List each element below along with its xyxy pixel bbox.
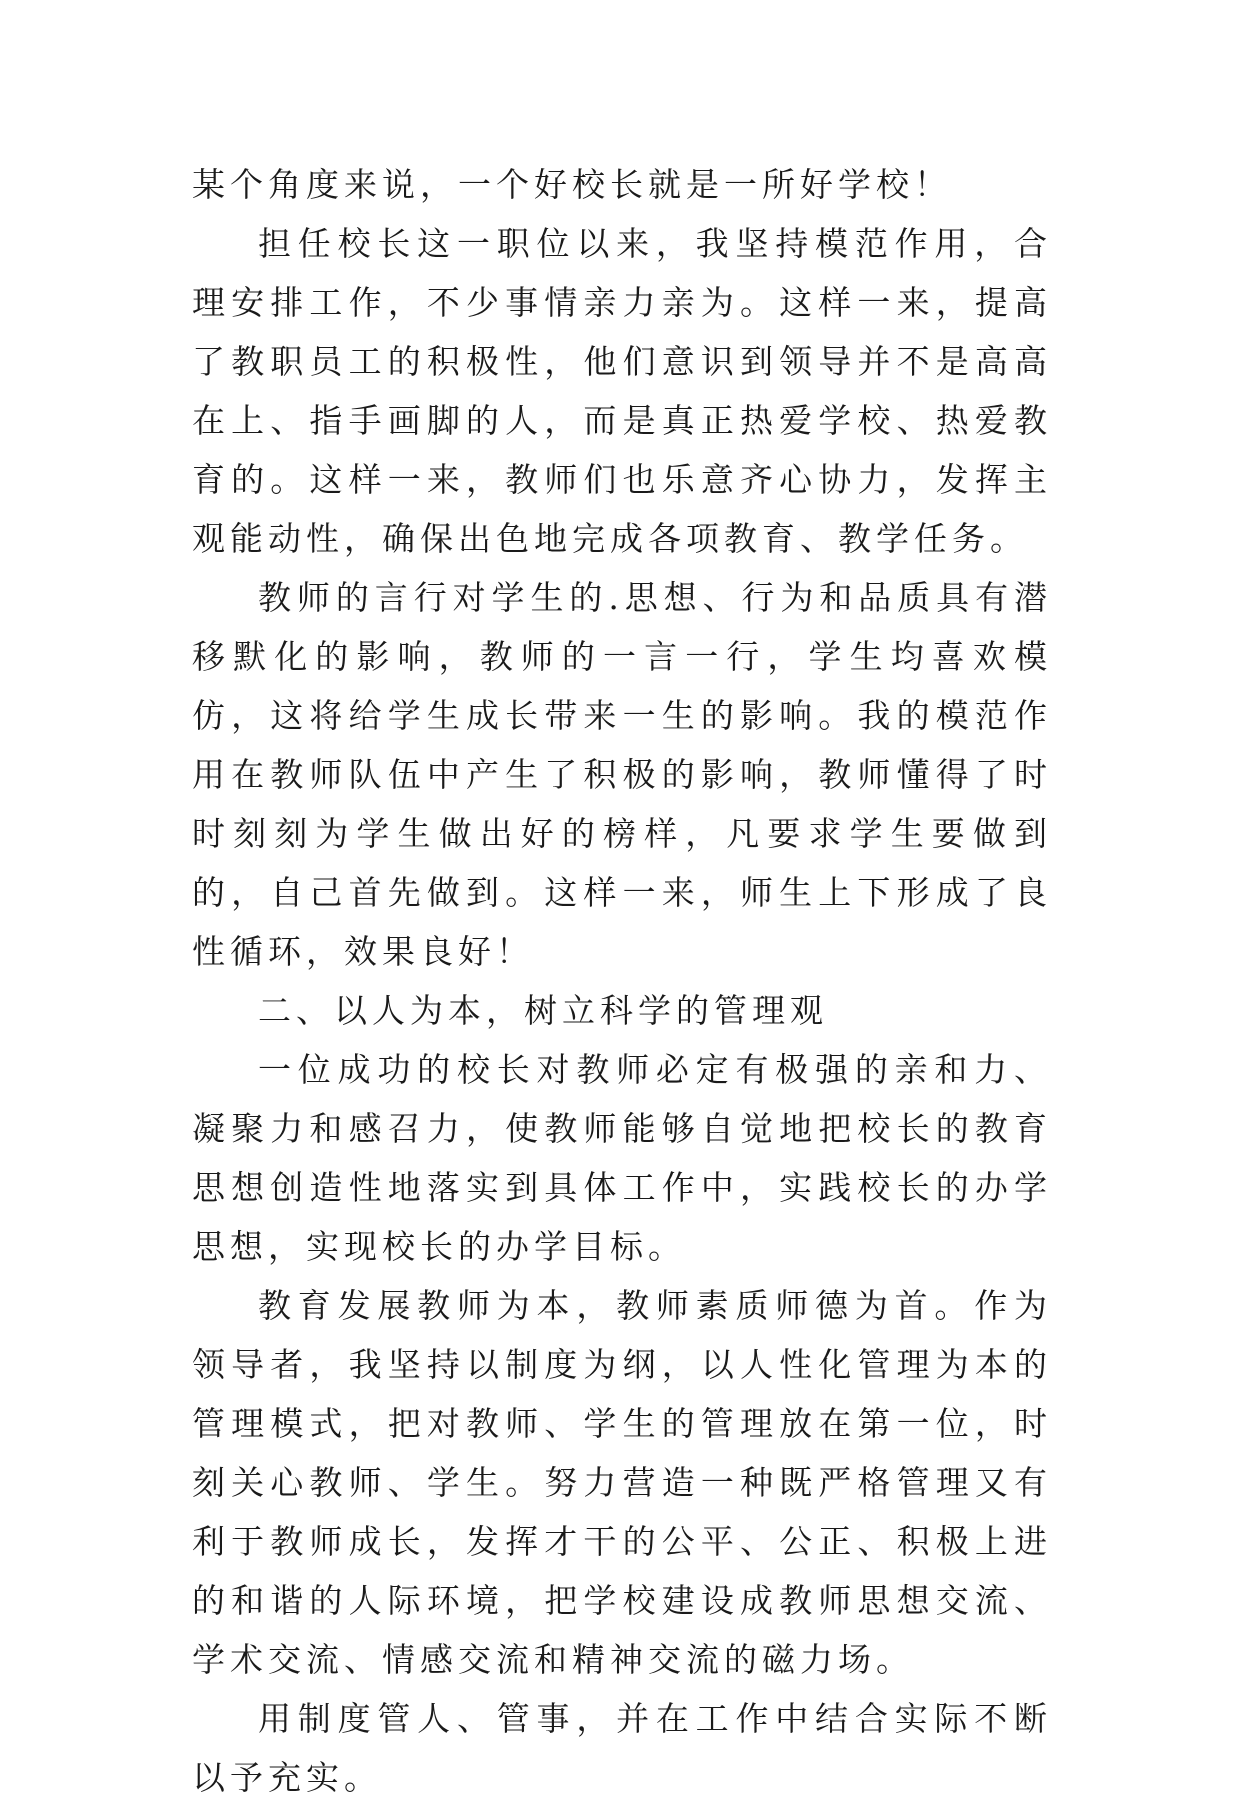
paragraph-2: 担任校长这一职位以来，我坚持模范作用，合理安排工作，不少事情亲力亲为。这样一来，提高了教职员工的积极性，他们意识到领导并不是高高在上、指手画脚的人，而是真正热爱学校、热爱教育的。这样一来，教师们也乐意齐心协力，发挥主观能动性，确保出色地完成各项教育、教学任务。 — [192, 224, 1052, 558]
paragraph-4: 一位成功的校长对教师必定有极强的亲和力、凝聚力和感召力，使教师能够自觉地把校长的教育思想创造性地落实到具体工作中，实践校长的办学思想，实现校长的办学目标。 — [192, 1050, 1052, 1266]
paragraph-1: 某个角度来说，一个好校长就是一所好学校！ — [192, 165, 952, 204]
section-heading: 二、以人为本，树立科学的管理观 — [258, 991, 828, 1030]
paragraph-5: 教育发展教师为本，教师素质师德为首。作为领导者，我坚持以制度为纲，以人性化管理为本的管理模式，把对教师、学生的管理放在第一位，时刻关心教师、学生。努力营造一种既严格管理又有利于教师成长，发挥才干的公平、公正、积极上进的和谐的人际环境，把学校建设成教师思想交流、学术交流、情感交流和精神交流的磁力场。 — [192, 1286, 1052, 1679]
paragraph-3: 教师的言行对学生的.思想、行为和品质具有潜移默化的影响，教师的一言一行，学生均喜欢模仿，这将给学生成长带来一生的影响。我的模范作用在教师队伍中产生了积极的影响，教师懂得了时时刻刻为学生做出好的榜样，凡要求学生要做到的，自己首先做到。这样一来，师生上下形成了良性循环，效果良好！ — [192, 578, 1052, 971]
document-page — [192, 155, 1052, 1807]
paragraph-6: 用制度管人、管事，并在工作中结合实际不断以予充实。 — [192, 1699, 1052, 1797]
